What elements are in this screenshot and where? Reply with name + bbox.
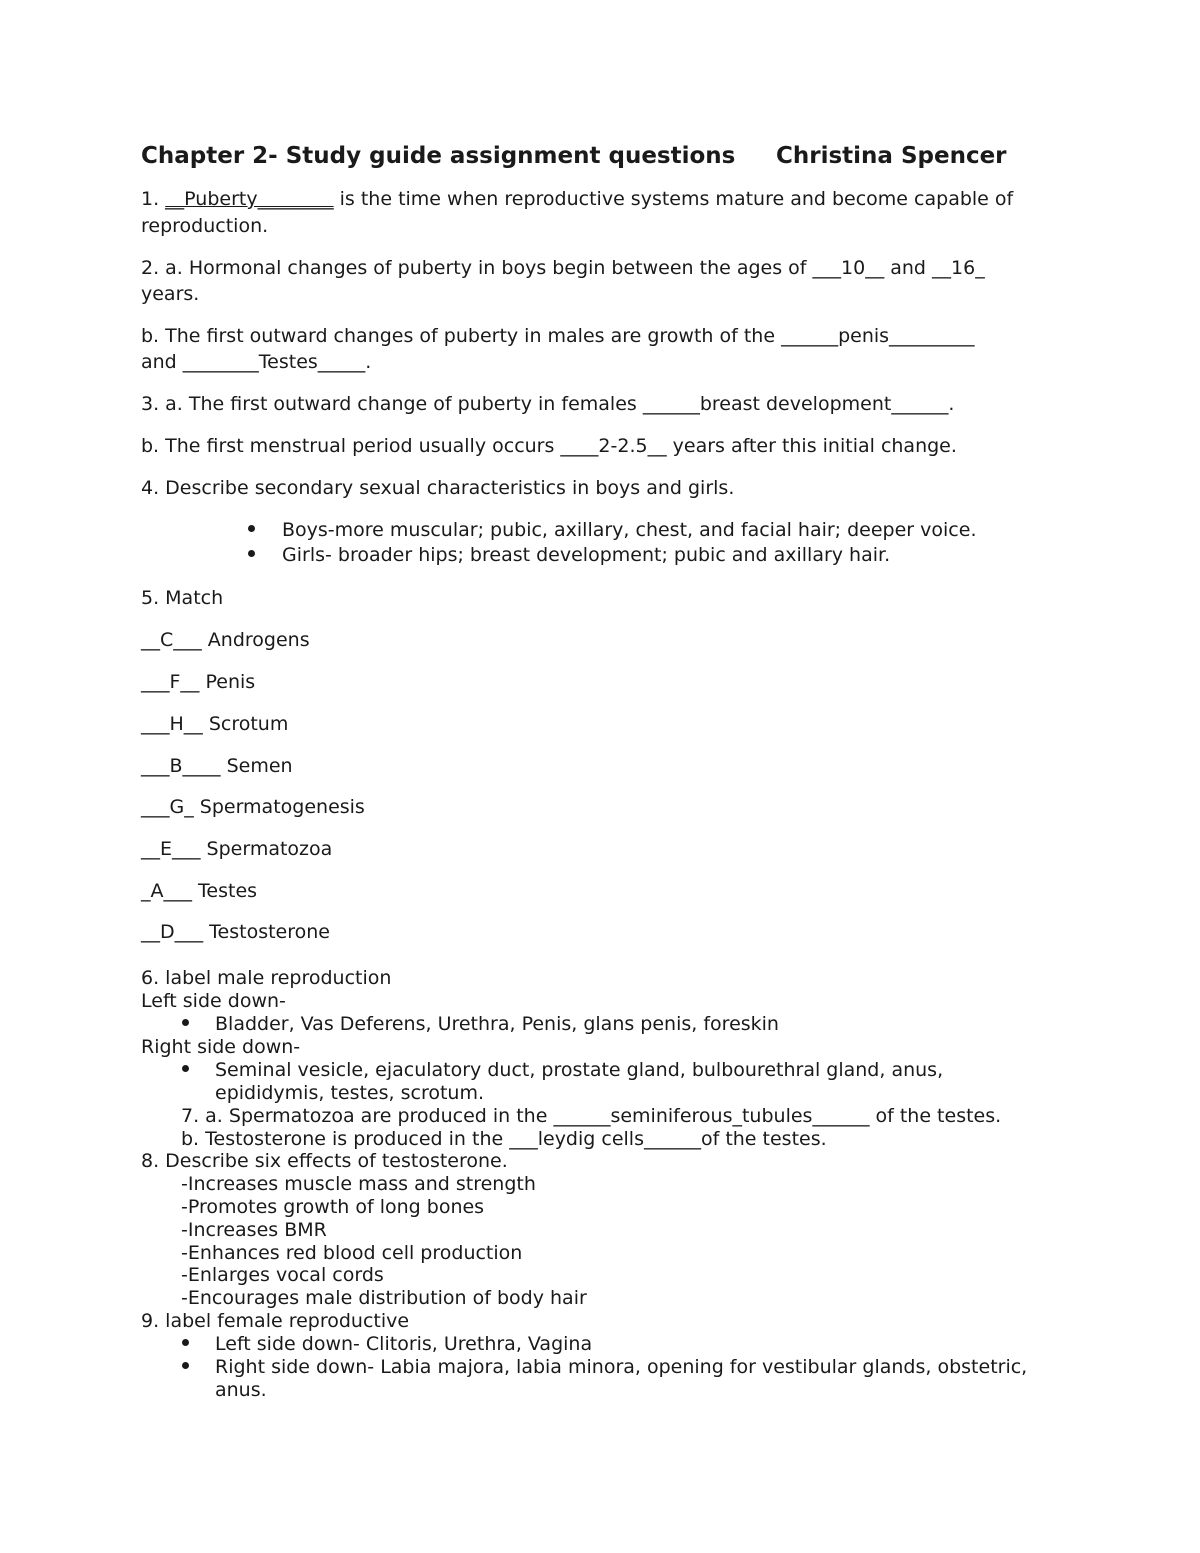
question-3b: b. The first menstrual period usually occurs ____2-2.5__ years after this initial change. [141,435,957,457]
right-side-heading: Right side down- [141,1036,301,1058]
question-4: 4. Describe secondary sexual characteristics in boys and girls. [141,477,735,499]
question-1-line-1 [141,187,1013,211]
bullet-icon [248,525,255,532]
question-8: 8. Describe six effects of testosterone. [141,1150,508,1172]
match-item: ___B____ Semen [141,755,293,777]
question-2a-line-1: 2. a. Hormonal changes of puberty in boys begin between the ages of ___10__ and __16_ [141,257,985,279]
match-item: __D___ Testosterone [141,921,330,943]
list-item: Boys-more muscular; pubic, axillary, chest, and facial hair; deeper voice. [282,519,977,541]
list-item: -Enlarges vocal cords [181,1264,384,1286]
match-item: __C___ Androgens [141,629,310,651]
bullet-icon [248,550,255,557]
bullet-icon [182,1019,189,1026]
question-2b-line-2: and ________Testes_____. [141,351,372,373]
bullet-icon [182,1362,189,1369]
question-7b: b. Testosterone is produced in the ___leydig cells______of the testes. [181,1128,827,1150]
question-1-text: is the time when reproductive systems mature and become capable of [333,188,1014,210]
bullet-icon [182,1339,189,1346]
list-item: -Enhances red blood cell production [181,1242,523,1264]
match-item: _A___ Testes [141,880,258,902]
question-9: 9. label female reproductive [141,1310,410,1332]
question-1-answer: __Puberty________ [165,188,334,210]
question-3a: 3. a. The first outward change of puberty in females ______breast development______. [141,393,955,415]
question-6: 6. label male reproduction [141,967,392,989]
question-1-prefix: 1. [141,188,166,210]
match-item: ___F__ Penis [141,671,256,693]
list-item: Girls- broader hips; breast development; pubic and axillary hair. [282,544,891,566]
bullet-icon [182,1065,189,1072]
list-item: -Increases muscle mass and strength [181,1173,536,1195]
list-item: Right side down- Labia majora, labia minora, opening for vestibular glands, obstetric, [215,1356,1028,1378]
list-item: -Increases BMR [181,1219,327,1241]
list-item: Bladder, Vas Deferens, Urethra, Penis, glans penis, foreskin [215,1013,779,1035]
question-5: 5. Match [141,587,224,609]
list-item: -Promotes growth of long bones [181,1196,485,1218]
match-item: ___G_ Spermatogenesis [141,796,365,818]
list-item-continued: anus. [215,1379,267,1401]
question-2b-line-1: b. The first outward changes of puberty in males are growth of the ______penis_________ [141,325,975,347]
left-side-heading: Left side down- [141,990,286,1012]
match-item: __E___ Spermatozoa [141,838,333,860]
question-2a-line-2: years. [141,283,200,305]
list-item: -Encourages male distribution of body hair [181,1287,587,1309]
question-1-line-2: reproduction. [141,215,269,237]
list-item: Left side down- Clitoris, Urethra, Vagina [215,1333,593,1355]
question-7a: 7. a. Spermatozoa are produced in the ______seminiferous_tubules______ of the testes. [181,1105,1002,1127]
list-item: Seminal vesicle, ejaculatory duct, prostate gland, bulbourethral gland, anus, [215,1059,944,1081]
match-item: ___H__ Scrotum [141,713,289,735]
page-title: Chapter 2- Study guide assignment questions [141,143,736,169]
author-name: Christina Spencer [776,143,1007,169]
list-item-continued: epididymis, testes, scrotum. [215,1082,484,1104]
